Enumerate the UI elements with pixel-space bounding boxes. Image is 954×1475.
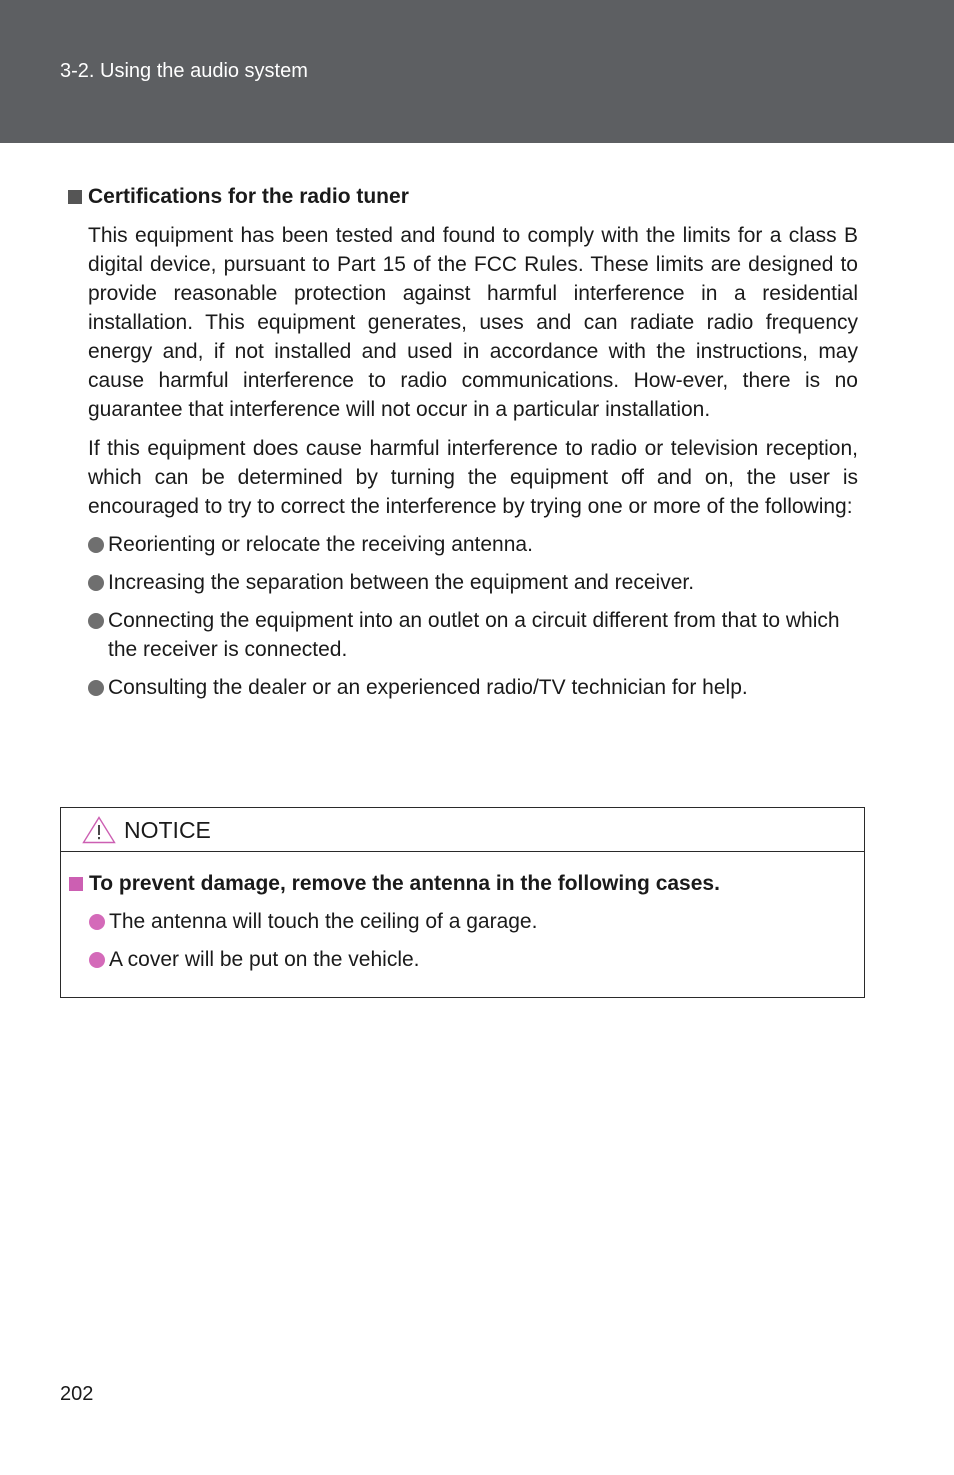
- list-item-text: Increasing the separation between the equipment and receiver.: [108, 571, 695, 594]
- bullet-dot-icon: [89, 952, 105, 968]
- bullet-dot-icon: [88, 575, 104, 591]
- page-number: 202: [60, 1383, 94, 1405]
- list-item-text: Reorienting or relocate the receiving antenna.: [108, 533, 533, 556]
- bullet-dot-icon: [88, 537, 104, 553]
- list-item: [66, 606, 858, 664]
- notice-header: [61, 808, 864, 852]
- bullet-dot-icon: [89, 914, 105, 930]
- notice-heading-text: To prevent damage, remove the antenna in the following cases.: [89, 872, 720, 895]
- square-marker-icon: [69, 877, 83, 891]
- list-item-text: Consulting the dealer or an experienced radio/TV technician for help.: [108, 676, 748, 699]
- warning-triangle-icon: [82, 816, 116, 844]
- section-breadcrumb: 3-2. Using the audio system: [60, 60, 308, 82]
- list-item: [67, 907, 864, 936]
- list-item: [66, 530, 858, 559]
- paragraph-fcc-compliance: This equipment has been tested and found to comply with the limits for a class B digital device, pursuant to Part 15 of the FCC Rules. These limits are designed to provide reasonable protection against harmful interference in a residential installation. This equipment generates, uses and can radiate radio frequency energy and, if not installed and used in accordance with the instructions, may cause harmful interference to radio communications. How-ever, there is no guarantee that interference will not occur in a particular installation.: [88, 224, 858, 421]
- notice-body: [61, 852, 864, 974]
- list-item-text: A cover will be put on the vehicle.: [109, 948, 420, 971]
- paragraph-interference-advice: If this equipment does cause harmful interference to radio or television reception, which can be determined by turning the equipment off and on, the user is encouraged to try to correct the interference by trying one or more of the following:: [88, 437, 858, 518]
- page-header-band: [0, 0, 954, 143]
- notice-box: [60, 807, 865, 998]
- list-item-text: Connecting the equipment into an outlet on a circuit different from that to which the receiver is connected.: [108, 609, 840, 661]
- list-item: [67, 945, 864, 974]
- certifications-section: [66, 183, 858, 702]
- bullet-dot-icon: [88, 613, 104, 629]
- list-item-text: The antenna will touch the ceiling of a garage.: [109, 910, 538, 933]
- list-item: [66, 673, 858, 702]
- bullet-dot-icon: [88, 680, 104, 696]
- section-heading-text: Certifications for the radio tuner: [88, 185, 409, 208]
- notice-heading: [67, 870, 864, 898]
- notice-title: NOTICE: [124, 816, 211, 843]
- section-heading: [66, 183, 858, 211]
- list-item: [66, 568, 858, 597]
- square-marker-icon: [68, 190, 82, 204]
